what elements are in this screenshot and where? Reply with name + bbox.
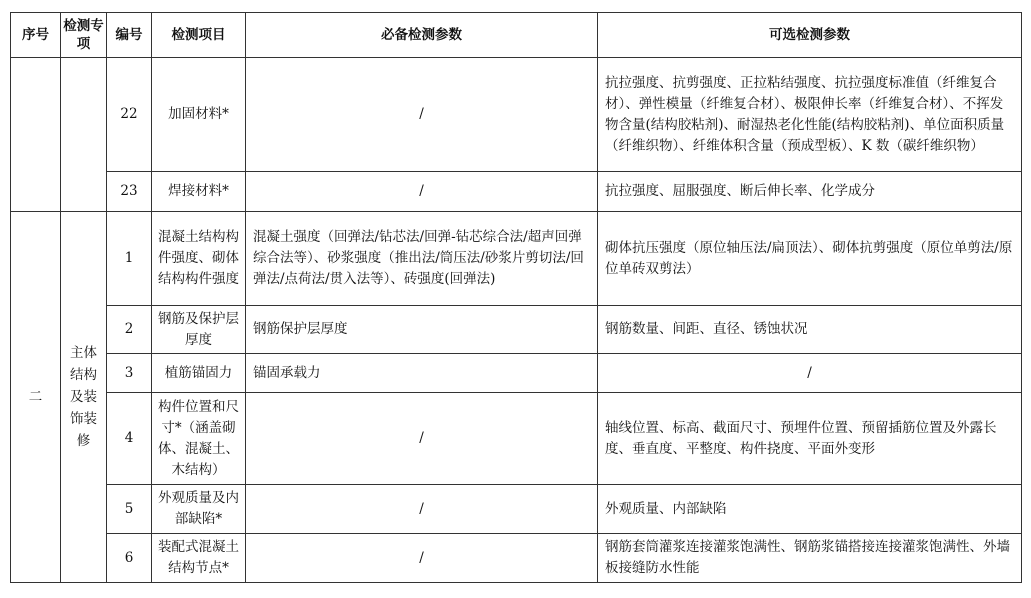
table-row bbox=[11, 58, 1022, 172]
row-required: / bbox=[246, 485, 598, 534]
row-num: 22 bbox=[107, 58, 152, 172]
row-item: 混凝土结构构件强度、砌体结构构件强度 bbox=[152, 212, 246, 306]
table-row bbox=[11, 393, 1022, 485]
header-required: 必备检测参数 bbox=[246, 13, 598, 58]
row-required: 混凝土强度（回弹法/钻芯法/回弹-钻芯综合法/超声回弹综合法等）、砂浆强度（推出法/筒压法/砂浆片剪切法/回弹法/点荷法/贯入法等）、砖强度(回弹法) bbox=[246, 212, 598, 306]
row-item: 外观质量及内部缺陷* bbox=[152, 485, 246, 534]
table-row bbox=[11, 172, 1022, 212]
row-required: / bbox=[246, 393, 598, 485]
category-cell-empty bbox=[61, 58, 107, 212]
row-item: 构件位置和尺寸*（涵盖砌体、混凝土、木结构） bbox=[152, 393, 246, 485]
row-required: 锚固承载力 bbox=[246, 354, 598, 393]
group-category: 主体结构及装饰装修 bbox=[61, 212, 107, 583]
row-optional: 抗拉强度、屈服强度、断后伸长率、化学成分 bbox=[598, 172, 1022, 212]
row-optional: 砌体抗压强度（原位轴压法/扁顶法）、砌体抗剪强度（原位单剪法/原位单砖双剪法） bbox=[598, 212, 1022, 306]
row-optional: 钢筋套筒灌浆连接灌浆饱满性、钢筋浆锚搭接连接灌浆饱满性、外墙板接缝防水性能 bbox=[598, 534, 1022, 583]
row-num: 4 bbox=[107, 393, 152, 485]
row-num: 5 bbox=[107, 485, 152, 534]
table-row bbox=[11, 485, 1022, 534]
row-optional: 抗拉强度、抗剪强度、正拉粘结强度、抗拉强度标准值（纤维复合材）、弹性模量（纤维复合材）、极限伸长率（纤维复合材）、不挥发物含量(结构胶粘剂)、耐湿热老化性能(结构胶粘剂)、单位面积质量（纤维织物）、纤维体积含量（预成型板）、K 数（碳纤维织物） bbox=[598, 58, 1022, 172]
row-num: 23 bbox=[107, 172, 152, 212]
inspection-table bbox=[10, 12, 1022, 583]
row-num: 6 bbox=[107, 534, 152, 583]
table-row bbox=[11, 354, 1022, 393]
row-optional: 钢筋数量、间距、直径、锈蚀状况 bbox=[598, 306, 1022, 354]
table-row bbox=[11, 306, 1022, 354]
header-row bbox=[11, 13, 1022, 58]
row-required: / bbox=[246, 172, 598, 212]
row-optional: / bbox=[598, 354, 1022, 393]
header-num: 编号 bbox=[107, 13, 152, 58]
row-item: 钢筋及保护层厚度 bbox=[152, 306, 246, 354]
row-required: 钢筋保护层厚度 bbox=[246, 306, 598, 354]
table-row bbox=[11, 212, 1022, 306]
row-num: 2 bbox=[107, 306, 152, 354]
row-optional: 外观质量、内部缺陷 bbox=[598, 485, 1022, 534]
header-item: 检测项目 bbox=[152, 13, 246, 58]
row-required: / bbox=[246, 534, 598, 583]
row-optional: 轴线位置、标高、截面尺寸、预埋件位置、预留插筋位置及外露长度、垂直度、平整度、构件挠度、平面外变形 bbox=[598, 393, 1022, 485]
row-item: 焊接材料* bbox=[152, 172, 246, 212]
row-num: 1 bbox=[107, 212, 152, 306]
header-category: 检测专项 bbox=[61, 13, 107, 58]
header-seq: 序号 bbox=[11, 13, 61, 58]
group-seq: 二 bbox=[11, 212, 61, 583]
row-item: 加固材料* bbox=[152, 58, 246, 172]
header-optional: 可选检测参数 bbox=[598, 13, 1022, 58]
row-required: / bbox=[246, 58, 598, 172]
row-item: 装配式混凝土结构节点* bbox=[152, 534, 246, 583]
table-row bbox=[11, 534, 1022, 583]
row-item: 植筋锚固力 bbox=[152, 354, 246, 393]
seq-cell-empty bbox=[11, 58, 61, 212]
row-num: 3 bbox=[107, 354, 152, 393]
